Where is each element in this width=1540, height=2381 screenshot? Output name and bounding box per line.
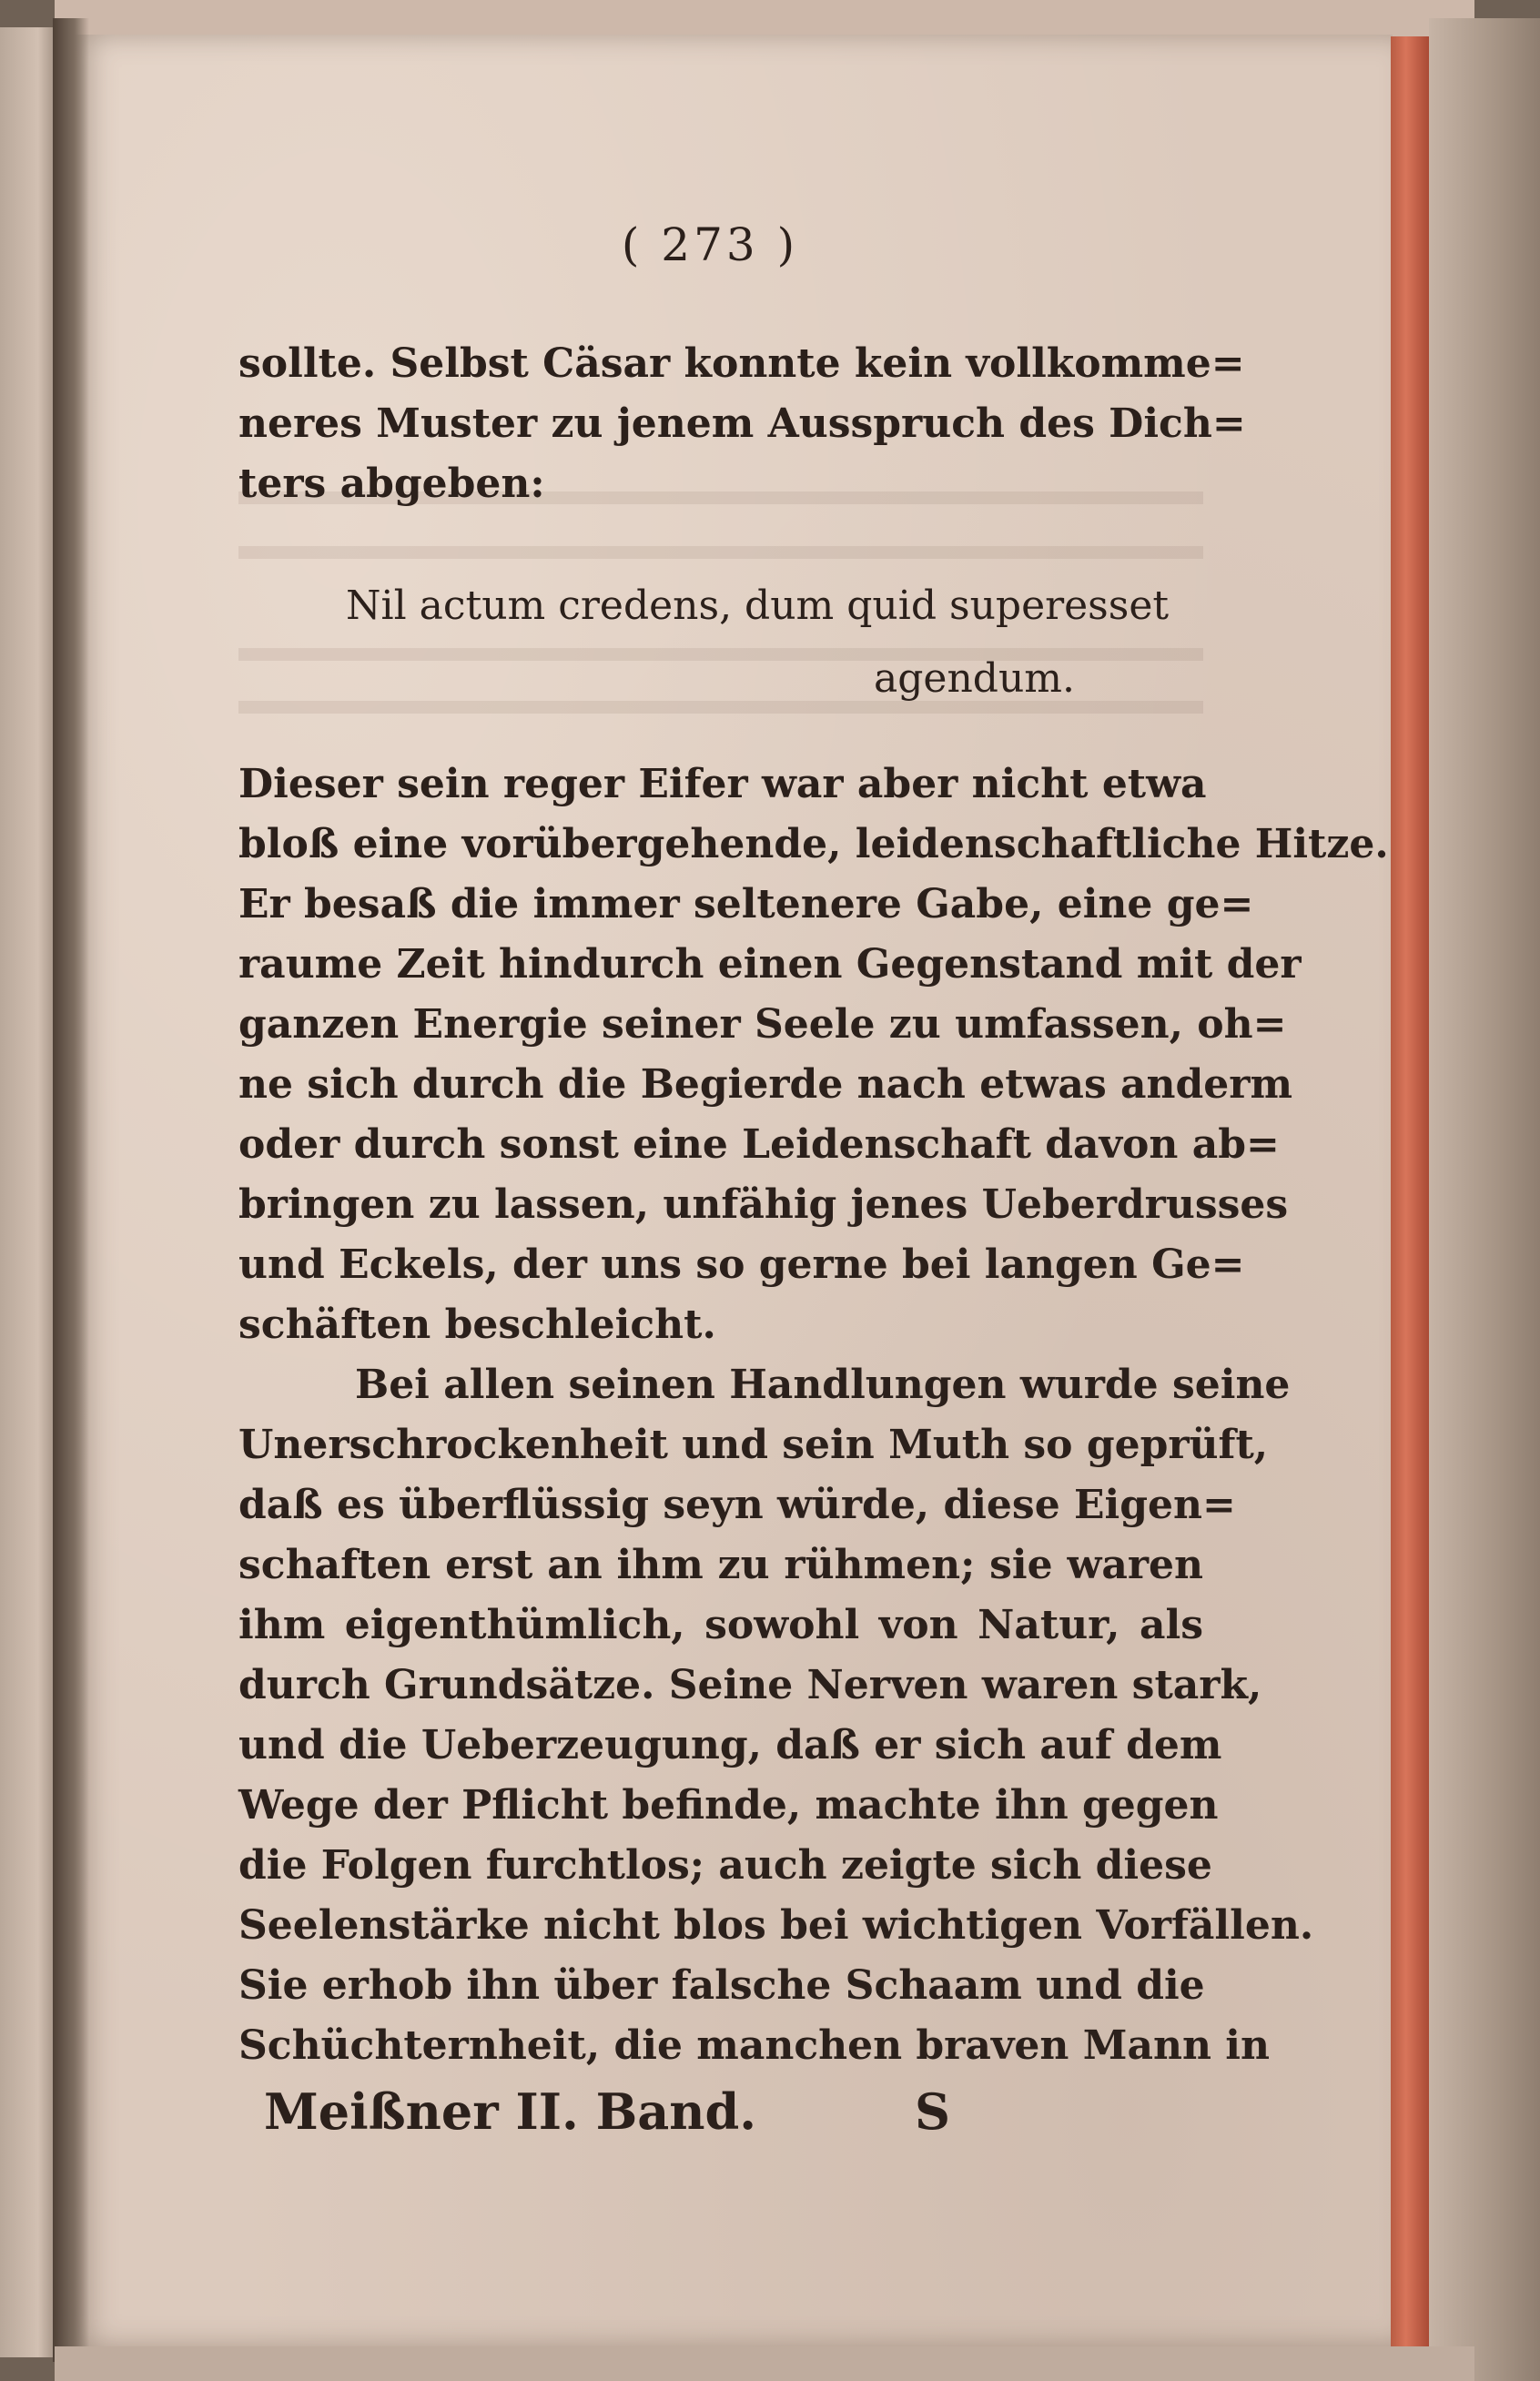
text-line: durch Grundsätze. Seine Nerven waren stark, bbox=[238, 1662, 1262, 1708]
text-line: Schüchternheit, die manchen braven Mann in bbox=[238, 2022, 1270, 2069]
page-number: ( 273 ) bbox=[621, 218, 799, 271]
text-line: Er besaß die immer seltenere Gabe, eine ge= bbox=[238, 881, 1254, 927]
text-line: Sie erhob ihn über falsche Schaam und die bbox=[238, 1962, 1205, 2009]
text-line: die Folgen furchtlos; auch zeigte sich diese bbox=[238, 1842, 1212, 1889]
text-line: daß es überflüssig seyn würde, diese Eigen= bbox=[238, 1482, 1236, 1528]
text-line: Unerschrockenheit und sein Muth so geprüft, bbox=[238, 1422, 1269, 1468]
text-line: oder durch sonst eine Leidenschaft davon ab= bbox=[238, 1121, 1280, 1168]
top-band bbox=[55, 0, 1474, 36]
latin-quote-line-2: agendum. bbox=[874, 655, 1075, 702]
text-line: Wege der Pflicht befinde, machte ihn gegen bbox=[238, 1782, 1219, 1829]
text-line: und die Ueberzeugung, daß er sich auf dem bbox=[238, 1722, 1222, 1768]
bleed-through bbox=[238, 701, 1203, 714]
text-line: neres Muster zu jenem Ausspruch des Dich= bbox=[238, 400, 1246, 447]
bleed-through bbox=[238, 546, 1203, 559]
text-line: sollte. Selbst Cäsar konnte kein vollkomme= bbox=[238, 340, 1245, 387]
latin-quote-line-1: Nil actum credens, dum quid superesset bbox=[346, 583, 1170, 629]
bottom-band bbox=[55, 2346, 1474, 2381]
catchword: S bbox=[915, 2082, 950, 2141]
text-line: Bei allen seinen Handlungen wurde seine bbox=[355, 1362, 1291, 1408]
red-page-edge bbox=[1391, 36, 1429, 2348]
text-line: schaften erst an ihm zu rühmen; sie waren bbox=[238, 1542, 1203, 1588]
text-line: ters abgeben: bbox=[238, 461, 545, 507]
text-line: ihm eigenthümlich, sowohl von Natur, als bbox=[238, 1602, 1203, 1648]
text-line: schäften beschleicht. bbox=[238, 1302, 716, 1348]
text-line: raume Zeit hindurch einen Gegenstand mit der bbox=[238, 941, 1302, 988]
gutter-shadow bbox=[53, 18, 89, 2362]
text-line: Seelenstärke nicht blos bei wichtigen Vorfällen. bbox=[238, 1902, 1314, 1949]
right-cover bbox=[1429, 18, 1540, 2381]
text-line: und Eckels, der uns so gerne bei langen Ge= bbox=[238, 1241, 1245, 1288]
signature-mark: Meißner II. Band. bbox=[264, 2082, 757, 2141]
text-line: bloß eine vorübergehende, leidenschaftliche Hitze. bbox=[238, 821, 1389, 867]
text-line: ganzen Energie seiner Seele zu umfassen, oh= bbox=[238, 1001, 1287, 1048]
text-line: ne sich durch die Begierde nach etwas anderm bbox=[238, 1061, 1293, 1108]
text-line: bringen zu lassen, unfähig jenes Ueberdrusses bbox=[238, 1181, 1289, 1228]
text-line: Dieser sein reger Eifer war aber nicht etwa bbox=[238, 761, 1207, 807]
